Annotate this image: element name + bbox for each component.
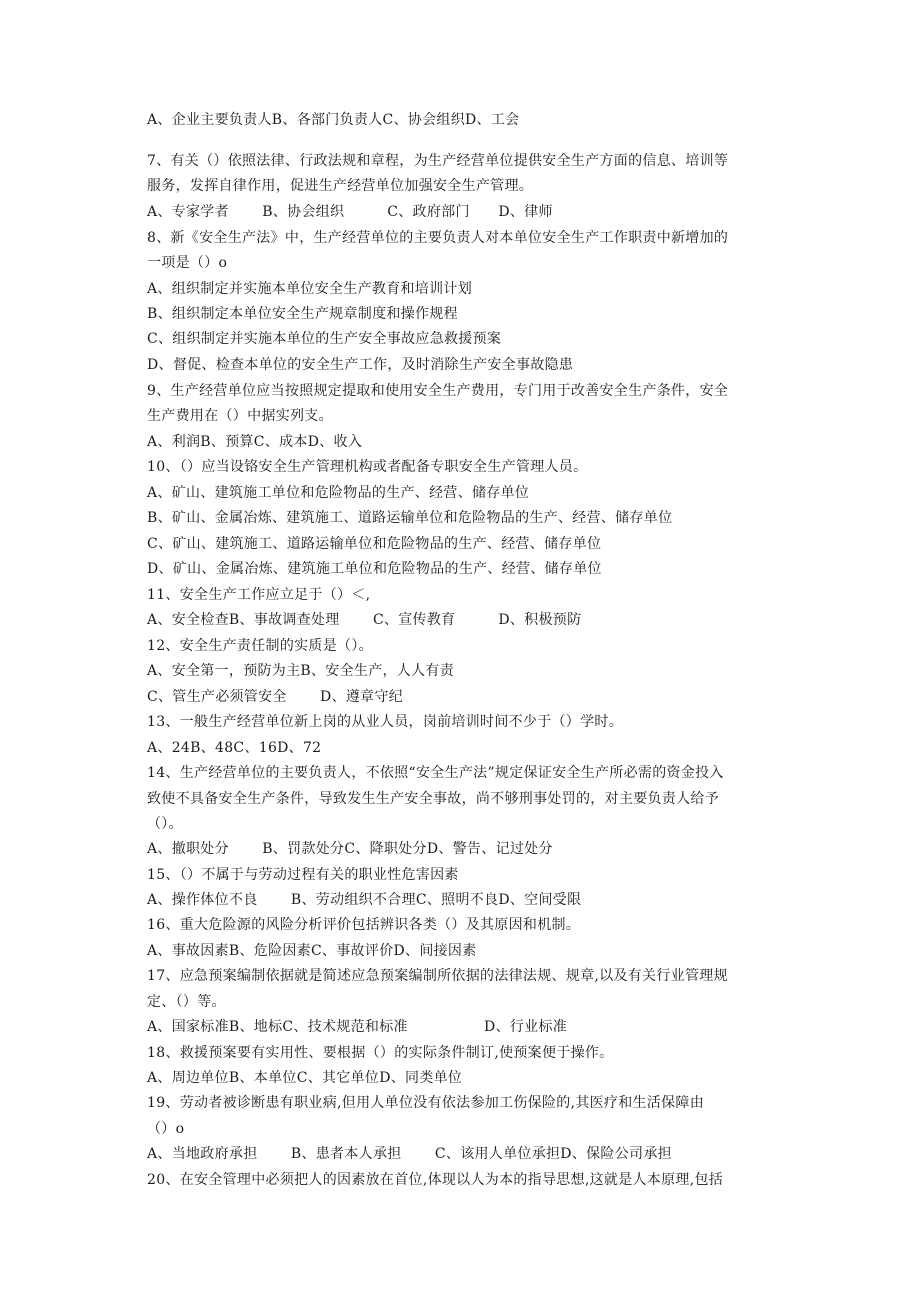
option-line: C、矿山、建筑施工、道路运输单位和危险物品的生产、经营、储存单位 [147,536,602,552]
question-line: 13、一般生产经营单位新上岗的从业人员，岗前培训时间不少于（）学时。 [147,714,624,730]
question-line: 一项是（）o [147,255,228,271]
question-line: 20、在安全管理中必须把人的因素放在首位,体现以人为本的指导思想,这就是人本原理,包括 [147,1172,724,1188]
question-line: 7、有关（）依照法律、行政法规和章程，为生产经营单位提供安全生产方面的信息、培训等 [147,153,729,169]
option-line: A、安全第一，预防为主B、安全生产，人人有责 [147,663,454,679]
question-line: 11、安全生产工作应立足于（）＜, [147,587,371,603]
question-line: 16、重大危险源的风险分析评价包括辨识各类（）及其原因和机制。 [147,917,581,933]
option-line: A、国家标准B、地标C、技术规范和标准 D、行业标准 [147,1019,568,1035]
option-line: A、操作体位不良 B、劳动组织不合理C、照明不良D、空间受限 [147,892,582,908]
option-line: A、利润B、预算C、成本D、收入 [147,434,363,450]
question-line: 19、劳动者被诊断患有职业病,但用人单位没有依法参加工伤保险的,其医疗和生活保障由 [147,1095,705,1111]
question-line: 服务，发挥自律作用，促进生产经营单位加强安全生产管理。 [147,178,534,194]
option-line: A、撤职处分 B、罚款处分C、降职处分D、警告、记过处分 [147,841,553,857]
question-line: （）。 [147,816,183,832]
question-line: （）o [147,1121,185,1137]
question-line: 18、救援预案要有实用性、要根据（）的实际条件制订,使预案便于操作。 [147,1045,614,1061]
option-line: C、组织制定并实施本单位的生产安全事故应急救援预案 [147,331,502,347]
question-line: 定、（）等。 [147,994,226,1010]
question-line: 致使不具备安全生产条件，导致发生生产安全事故，尚不够刑事处罚的，对主要负责人给予 [147,791,719,807]
question-line: 9、生产经营单位应当按照规定提取和使用安全生产费用，专门用于改善安全生产条件，安全 [147,383,729,399]
question-line: 10、（）应当设铬安全生产管理机构或者配备专职安全生产管理人员。 [147,459,588,475]
question-line: 15、（）不属于与劳动过程有关的职业性危害因素 [147,867,459,883]
option-line: D、督促、检查本单位的安全生产工作，及时消除生产安全事故隐患 [147,357,574,373]
option-line: D、矿山、金属冶炼、建筑施工单位和危险物品的生产、经营、储存单位 [147,561,602,577]
option-line: A、专家学者 B、协会组织 C、政府部门 D、律师 [147,204,553,220]
question-line: 8、新《安全生产法》中，生产经营单位的主要负责人对本单位安全生产工作职责中新增加的 [147,230,729,246]
option-line: A、事故因素B、危险因素C、事故评价D、间接因素 [147,943,477,959]
question-line: 生产费用在（）中据实列支。 [147,408,333,424]
option-line: B、组织制定本单位安全生产规章制度和操作规程 [147,306,458,322]
option-line: A、组织制定并实施本单位安全生产教育和培训计划 [147,281,473,297]
option-line: A、周边单位B、本单位C、其它单位D、同类单位 [147,1070,463,1086]
question-line: 12、安全生产责任制的实质是（）。 [147,638,373,654]
question-line: 14、生产经营单位的主要负责人，不依照“安全生产法”规定保证安全生产所必需的资金投入 [147,765,724,781]
option-line: A、24B、48C、16D、72 [147,740,322,756]
option-line: A、矿山、建筑施工单位和危险物品的生产、经营、储存单位 [147,485,530,501]
option-line: A、企业主要负责人B、各部门负责人C、协会组织D、工会 [147,112,520,128]
option-line: A、安全检查B、事故调查处理 C、宣传教育 D、积极预防 [147,612,582,628]
question-line: 17、应急预案编制依据就是简述应急预案编制所依据的法律法规、规章,以及有关行业管理规 [147,968,728,984]
option-line: A、当地政府承担 B、患者本人承担 C、该用人单位承担D、保险公司承担 [147,1146,672,1162]
option-line: B、矿山、金属冶炼、建筑施工、道路运输单位和危险物品的生产、经营、储存单位 [147,510,673,526]
option-line: C、管生产必须管安全 D、遵章守纪 [147,689,404,705]
